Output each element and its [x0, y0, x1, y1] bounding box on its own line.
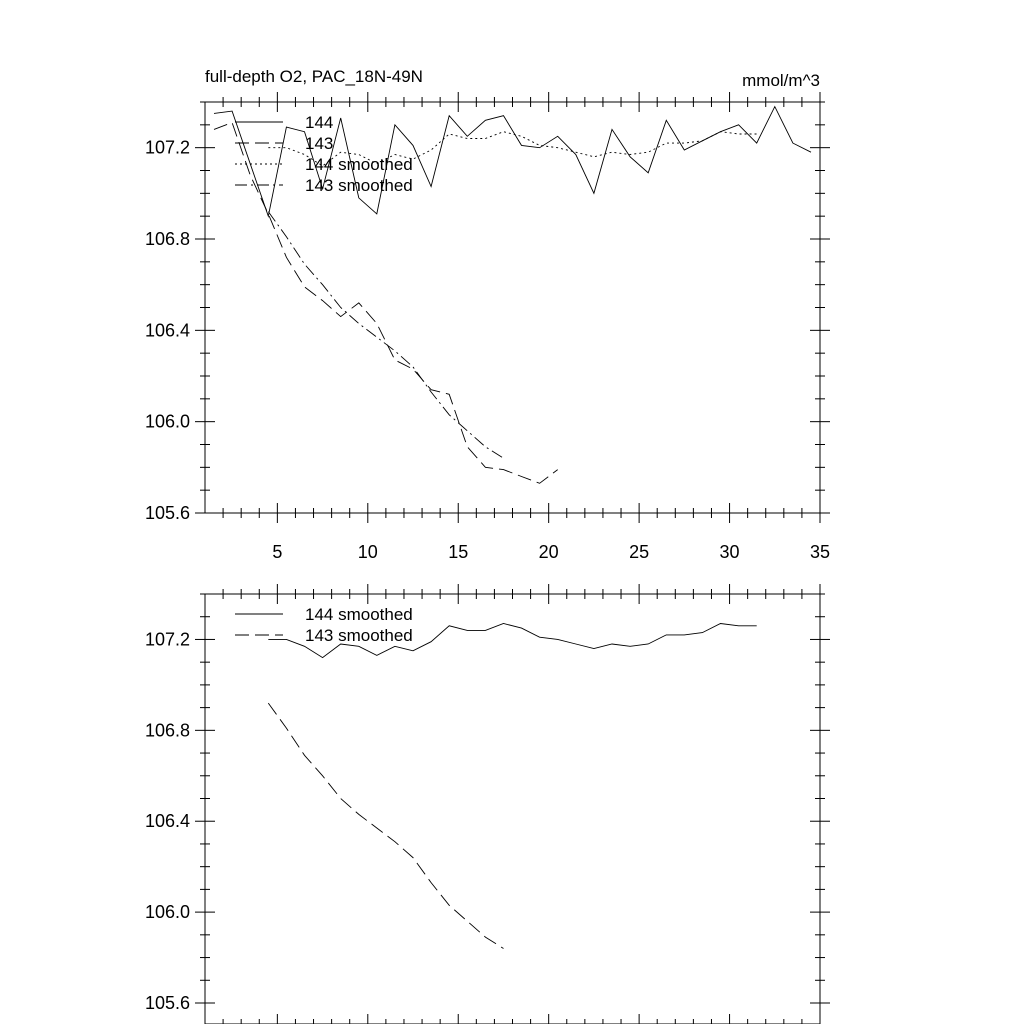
- series-line-143-smoothed: [268, 212, 503, 459]
- chart-title: full-depth O2, PAC_18N-49N: [205, 67, 423, 86]
- y-tick-label: 106.4: [144, 811, 190, 832]
- series-line-143-smoothed: [268, 703, 503, 948]
- x-tick-label: 5: [272, 542, 283, 562]
- top-panel: [145, 67, 830, 562]
- x-tick-label: 30: [719, 542, 740, 562]
- plot-frame: [205, 102, 820, 513]
- y-tick-label: 106.8: [144, 229, 190, 249]
- legend-label: 144: [305, 113, 334, 132]
- y-tick-label: 106.0: [144, 411, 190, 432]
- legend-label: 144 smoothed: [305, 155, 413, 174]
- y-tick-label: 106.4: [144, 320, 190, 341]
- series-line-144: [214, 107, 811, 217]
- x-tick-label: 10: [357, 542, 378, 562]
- y-tick-label: 105.6: [144, 503, 190, 523]
- y-tick-label: 105.6: [144, 993, 190, 1013]
- x-tick-label: 20: [538, 542, 559, 562]
- legend-label: 143: [305, 134, 334, 153]
- plot-frame: [205, 594, 820, 1024]
- y-tick-label: 107.2: [144, 629, 190, 650]
- legend-label: 144 smoothed: [305, 605, 413, 624]
- legend-label: 143 smoothed: [305, 626, 413, 645]
- x-tick-label: 35: [809, 542, 831, 562]
- x-tick-label: 25: [629, 542, 650, 562]
- y-tick-label: 106.0: [144, 902, 190, 923]
- x-tick-label: 15: [448, 542, 469, 562]
- legend-label: 143 smoothed: [305, 176, 413, 195]
- units-label: mmol/m^3: [742, 71, 820, 90]
- bottom-panel: [145, 584, 830, 1024]
- y-tick-label: 107.2: [144, 137, 190, 158]
- y-tick-label: 106.8: [144, 720, 190, 741]
